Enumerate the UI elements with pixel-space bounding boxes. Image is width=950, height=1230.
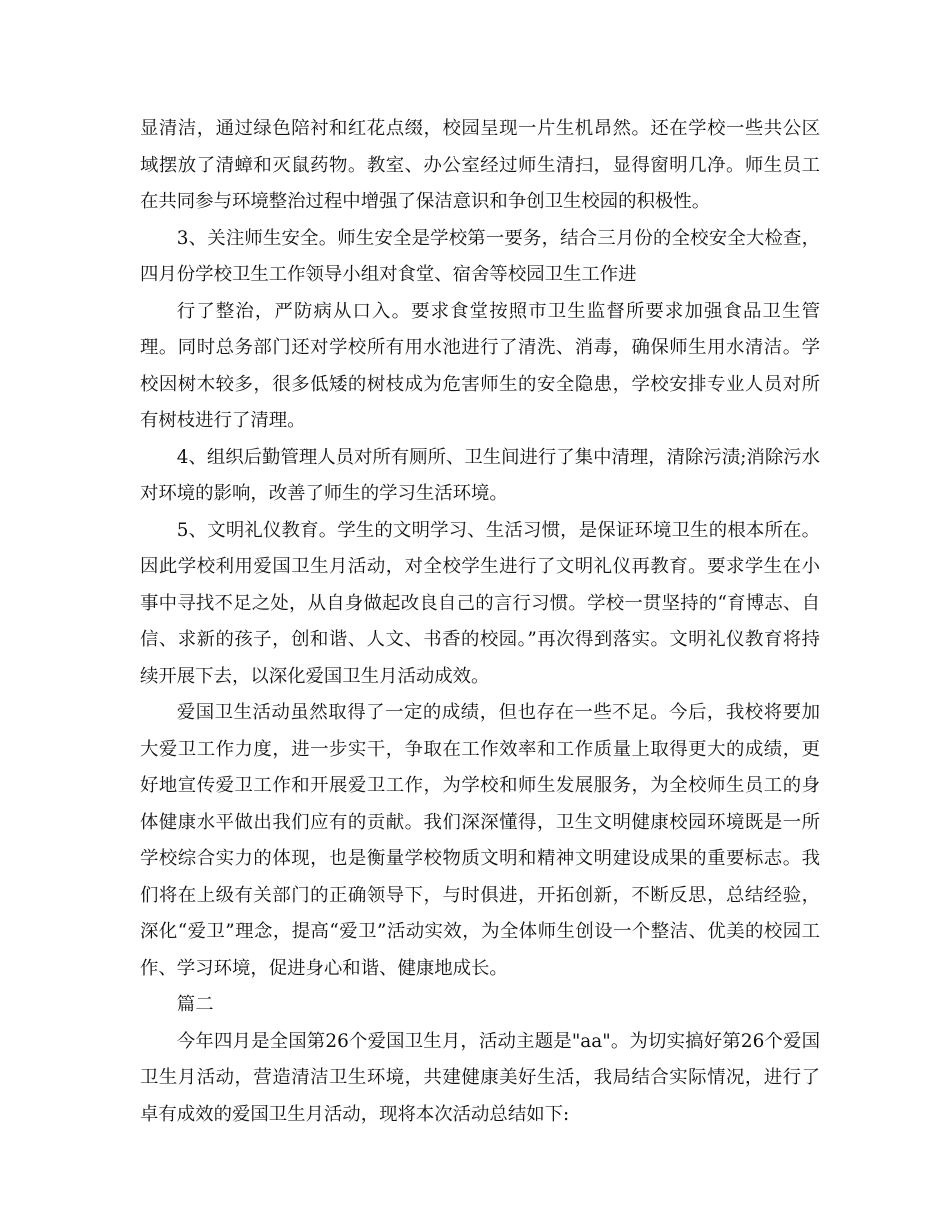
paragraph-continued: 显清洁，通过绿色陪衬和红花点缀，校园呈现一片生机昂然。还在学校一些共公区域摆放了清蟑和灭鼠药物。教室、办公室经过师生清扫，显得窗明几净。师生员工在共同参与环境整治过程中增强了保洁意识和争创卫生校园的积极性。 <box>140 118 820 212</box>
section-heading: 篇二 <box>176 994 214 1015</box>
paragraph-safety-continued: 行了整治，严防病从口入。要求食堂按照市卫生监督所要求加强食品卫生管理。同时总务部门还对学校所有用水池进行了清洗、消毒，确保师生用水清洁。学校因树木较多，很多低矮的树枝成为危害师生的安全隐患，学校安排专业人员对所有树枝进行了清理。 <box>140 300 820 431</box>
paragraph-toilets: 4、组织后勤管理人员对所有厕所、卫生间进行了集中清理，清除污渍;消除污水对环境的影响，改善了师生的学习生活环境。 <box>140 446 820 504</box>
paragraph-part-two: 今年四月是全国第26个爱国卫生月，活动主题是"aa"。为切实搞好第26个爱国卫生月活动，营造清洁卫生环境，共建健康美好生活，我局结合实际情况，进行了卓有成效的爱国卫生月活动，现将本次活动总结如下: <box>140 1030 820 1125</box>
document-body <box>140 111 820 1133</box>
paragraph-summary: 爱国卫生活动虽然取得了一定的成绩，但也存在一些不足。今后，我校将要加大爱卫工作力度，进一步实干，争取在工作效率和工作质量上取得更大的成绩，更好地宣传爱卫工作和开展爱卫工作，为学校和师生发展服务，为全校师生员工的身体健康水平做出我们应有的贡献。我们深深懂得，卫生文明健康校园环境既是一所学校综合实力的体现，也是衡量学校物质文明和精神文明建设成果的重要标志。我们将在上级有关部门的正确领导下，与时俱进，开拓创新，不断反思，总结经验，深化“爱卫”理念，提高“爱卫”活动实效，为全体师生创设一个整洁、优美的校园工作、学习环境，促进身心和谐、健康地成长。 <box>140 702 820 979</box>
paragraph-safety: 3、关注师生安全。师生安全是学校第一要务，结合三月份的全校安全大检查，四月份学校卫生工作领导小组对食堂、宿舍等校园卫生工作进 <box>140 227 820 285</box>
paragraph-etiquette: 5、文明礼仪教育。学生的文明学习、生活习惯，是保证环境卫生的根本所在。因此学校利用爱国卫生月活动，对全校学生进行了文明礼仪再教育。要求学生在小事中寻找不足之处，从自身做起改良自己的言行习惯。学校一贯坚持的“育博志、自信、求新的孩子，创和谐、人文、书香的校园。”再次得到落实。文明礼仪教育将持续开展下去，以深化爱国卫生月活动成效。 <box>140 519 820 687</box>
